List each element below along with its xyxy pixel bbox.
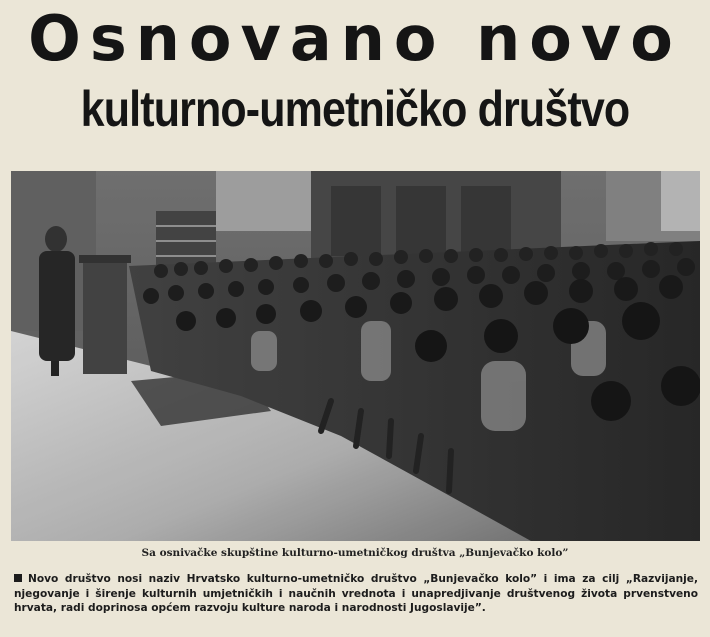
article-body [14, 572, 698, 616]
headline-line-2: kulturno-umetničko društvo [80, 81, 630, 137]
bullet-square-icon [14, 574, 22, 582]
article-paragraph: Novo društvo nosi naziv Hrvatsko kulturno-umetničko društvo „Bunjevačko kolo” i ima za cilj „Razvijanje, njegovanje i širenje kulturnih umjetničkih i naučnih vrednota i unapredjivanje društvenog života prvenstveno hrvata, radi doprinosa općem razvoju kulture naroda i narodnosti Jugoslavije”. [14, 573, 698, 614]
headline-line-1: Osnovano novo [28, 2, 682, 75]
assembly-photo-illustration [11, 171, 700, 541]
assembly-photo [11, 171, 700, 541]
photo-caption: Sa osnivačke skupštine kulturno-umetničkog društva „Bunjevačko kolo” [141, 547, 569, 559]
